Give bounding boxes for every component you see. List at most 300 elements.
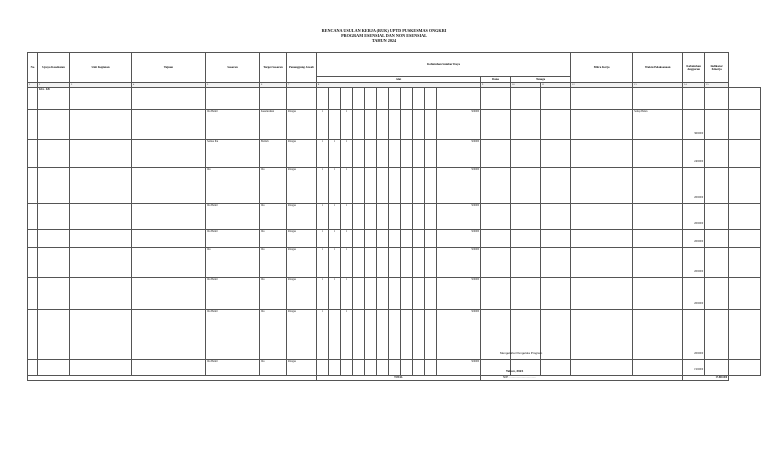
cell-alat — [353, 88, 365, 110]
cell-alat: 1 — [341, 310, 353, 360]
cell-dana — [437, 88, 481, 110]
cell-tenaga-a — [481, 204, 511, 230]
doc-title-line1: RENCANA USULAN KERJA (RUK) UPTD PUSKESMAS ONGKRI — [321, 28, 447, 33]
cell-sumber — [729, 278, 761, 310]
cell-sumber — [729, 360, 761, 376]
index-cell: 2 — [38, 83, 70, 88]
cell-alat: 1 — [329, 140, 341, 168]
cell-waktu — [633, 360, 683, 376]
cell-anggaran — [683, 140, 705, 168]
cell-alat — [377, 88, 389, 110]
doc-title-line2: PROGRAM ESENSIAL DAN NON ESENSIAL — [341, 33, 427, 38]
col-target: Target Sasaran — [260, 53, 287, 83]
cell-alat — [389, 168, 401, 204]
cell-mitra-empty — [541, 110, 571, 140]
cell-tenaga-b — [511, 168, 541, 204]
cell-alat — [377, 230, 389, 248]
ruk-table — [27, 52, 761, 381]
cell-mitra-empty — [541, 140, 571, 168]
cell-no — [28, 230, 38, 248]
cell-upaya — [38, 110, 70, 140]
anggaran-value: 1500000 — [694, 368, 704, 371]
cell-alat — [413, 248, 425, 278]
cell-alat — [365, 278, 377, 310]
anggaran-value: 2000000 — [694, 196, 704, 199]
cell-alat — [365, 168, 377, 204]
cell-alat: 1 — [317, 140, 329, 168]
cell-alat — [425, 88, 437, 110]
cell-alat: 1 — [329, 248, 341, 278]
cell-alat — [341, 360, 353, 376]
cell-alat — [425, 230, 437, 248]
cell-tenaga-a — [481, 110, 511, 140]
cell-target: Ibu — [260, 168, 287, 204]
cell-alat: 1 — [317, 110, 329, 140]
cell-tenaga-a — [481, 278, 511, 310]
cell-upaya — [38, 168, 70, 204]
cell-alat — [329, 110, 341, 140]
cell-alat — [365, 360, 377, 376]
cell-tenaga-a — [481, 168, 511, 204]
cell-unit — [70, 140, 132, 168]
cell-alat — [401, 360, 413, 376]
cell-alat — [413, 310, 425, 360]
cell-no — [28, 204, 38, 230]
cell-alat — [353, 110, 365, 140]
table-row — [28, 310, 761, 360]
cell-alat — [353, 310, 365, 360]
anggaran-value: 2000000 — [694, 302, 704, 305]
cell-anggaran — [683, 204, 705, 230]
cell-alat — [329, 310, 341, 360]
cell-alat: 1 — [341, 278, 353, 310]
cell-anggaran — [683, 248, 705, 278]
table-row — [28, 230, 761, 248]
cell-unit — [70, 204, 132, 230]
cell-no — [28, 248, 38, 278]
cell-alat — [365, 88, 377, 110]
cell-alat — [401, 278, 413, 310]
cell-alat — [353, 230, 365, 248]
cell-mitra-empty — [541, 204, 571, 230]
cell-sumber — [729, 310, 761, 360]
cell-alat — [389, 248, 401, 278]
col-indikator: Indikator Kinerja — [705, 53, 729, 83]
cell-mitra — [571, 310, 633, 360]
index-cell: 9 — [481, 83, 511, 88]
cell-tujuan — [132, 310, 206, 360]
cell-tenaga-b — [511, 140, 541, 168]
cell-alat — [377, 278, 389, 310]
ruk-table-wrapper — [27, 52, 761, 381]
cell-sumber — [729, 168, 761, 204]
cell-tenaga-a — [481, 140, 511, 168]
table-row — [28, 248, 761, 278]
anggaran-value: 2000000 — [694, 270, 704, 273]
cell-dana: 500000 — [437, 110, 481, 140]
cell-dana: 500000 — [437, 360, 481, 376]
total-row — [28, 376, 761, 381]
table-row — [28, 204, 761, 230]
cell-alat: 1 — [341, 140, 353, 168]
cell-dana: 500000 — [437, 278, 481, 310]
cell-target: Berbah — [260, 140, 287, 168]
cell-mitra-empty — [541, 168, 571, 204]
cell-alat — [329, 88, 341, 110]
cell-tujuan — [132, 110, 206, 140]
col-no: No — [28, 53, 38, 83]
cell-alat — [413, 88, 425, 110]
cell-sasaran: Ibu Hamil — [206, 110, 260, 140]
col-pj: Penanggung Jawab — [287, 53, 317, 83]
cell-tenaga-a — [481, 230, 511, 248]
cell-waktu — [633, 140, 683, 168]
cell-tenaga-a — [481, 88, 511, 110]
cell-tujuan — [132, 140, 206, 168]
cell-tenaga-b — [511, 110, 541, 140]
cell-anggaran — [683, 310, 705, 360]
cell-mitra — [571, 204, 633, 230]
cell-alat: 1 — [317, 310, 329, 360]
cell-no — [28, 88, 38, 110]
cell-tujuan — [132, 230, 206, 248]
index-cell: 6 — [260, 83, 287, 88]
cell-alat — [389, 230, 401, 248]
cell-alat — [353, 204, 365, 230]
cell-upaya — [38, 230, 70, 248]
col-sasaran: Sasaran — [206, 53, 260, 83]
index-cell: 14 — [683, 83, 705, 88]
cell-pj: Petugas — [287, 310, 317, 360]
cell-mitra-empty — [541, 360, 571, 376]
cell-pj: Petugas — [287, 248, 317, 278]
index-cell: 13 — [633, 83, 683, 88]
col-dana: Dana — [481, 77, 511, 83]
table-row — [28, 110, 761, 140]
cell-alat — [389, 140, 401, 168]
cell-pj — [287, 88, 317, 110]
index-cell: 15 — [705, 83, 729, 88]
cell-pj: Petugas — [287, 230, 317, 248]
cell-indikator — [705, 140, 729, 168]
total-value: 17.800.000 — [683, 376, 729, 381]
cell-alat — [425, 168, 437, 204]
cell-waktu — [633, 204, 683, 230]
cell-alat: 1 — [329, 278, 341, 310]
cell-mitra — [571, 278, 633, 310]
cell-alat: 1 — [317, 204, 329, 230]
cell-alat — [413, 360, 425, 376]
cell-dana: 500000 — [437, 310, 481, 360]
cell-anggaran — [683, 360, 705, 376]
cell-alat — [365, 248, 377, 278]
cell-sumber — [729, 110, 761, 140]
cell-alat — [341, 88, 353, 110]
cell-upaya — [38, 248, 70, 278]
table-row — [28, 360, 761, 376]
cell-alat — [329, 360, 341, 376]
cell-pj: Petugas — [287, 360, 317, 376]
col-anggaran: Kebutuhan Anggaran — [683, 53, 705, 83]
cell-alat — [413, 204, 425, 230]
cell-alat — [365, 140, 377, 168]
cell-anggaran — [683, 110, 705, 140]
index-cell: 8 — [317, 83, 481, 88]
anggaran-value: 2000000 — [694, 222, 704, 225]
cell-alat — [401, 140, 413, 168]
cell-pj: Petugas — [287, 204, 317, 230]
cell-no — [28, 110, 38, 140]
cell-tenaga-b — [511, 248, 541, 278]
cell-unit — [70, 278, 132, 310]
table-body — [28, 88, 761, 376]
cell-alat — [425, 310, 437, 360]
cell-waktu — [633, 248, 683, 278]
cell-mitra-empty — [541, 88, 571, 110]
cell-indikator — [705, 360, 729, 376]
cell-alat — [377, 204, 389, 230]
cell-unit — [70, 88, 132, 110]
cell-alat — [365, 110, 377, 140]
index-cell: 1 — [28, 83, 38, 88]
cell-no — [28, 168, 38, 204]
cell-tenaga-b — [511, 278, 541, 310]
anggaran-value: 3600000 — [694, 132, 704, 135]
cell-alat — [377, 110, 389, 140]
cell-indikator — [705, 310, 729, 360]
cell-tujuan — [132, 168, 206, 204]
index-cell: 7 — [287, 83, 317, 88]
cell-unit — [70, 248, 132, 278]
cell-alat: 1 — [341, 204, 353, 230]
cell-indikator — [705, 230, 729, 248]
cell-alat: 1 — [329, 204, 341, 230]
cell-target: Keseluruhan — [260, 110, 287, 140]
cell-mitra — [571, 230, 633, 248]
cell-dana: 500000 — [437, 204, 481, 230]
cell-pj: Petugas — [287, 110, 317, 140]
cell-alat — [389, 88, 401, 110]
cell-alat — [353, 278, 365, 310]
cell-tenaga-b — [511, 230, 541, 248]
cell-tujuan — [132, 204, 206, 230]
cell-target — [260, 88, 287, 110]
total-label: TOTAL — [317, 376, 481, 381]
cell-mitra-empty — [541, 230, 571, 248]
table-row — [28, 168, 761, 204]
cell-mitra — [571, 360, 633, 376]
cell-alat — [353, 168, 365, 204]
cell-dana: 500000 — [437, 168, 481, 204]
cell-alat — [425, 140, 437, 168]
cell-alat — [377, 140, 389, 168]
cell-alat — [353, 360, 365, 376]
cell-alat — [425, 278, 437, 310]
cell-waktu: Setiap Bulan — [633, 110, 683, 140]
cell-upaya — [38, 310, 70, 360]
index-cell: 3 — [70, 83, 132, 88]
cell-dana: 500000 — [437, 140, 481, 168]
cell-target: Ibu — [260, 360, 287, 376]
cell-alat — [425, 110, 437, 140]
cell-waktu — [633, 310, 683, 360]
total-spacer — [28, 376, 317, 381]
cell-tenaga-a — [481, 248, 511, 278]
cell-target: Ibu — [260, 310, 287, 360]
cell-alat — [401, 204, 413, 230]
cell-alat — [413, 230, 425, 248]
cell-dana: 500000 — [437, 230, 481, 248]
cell-alat: 1 — [341, 230, 353, 248]
cell-mitra-empty — [541, 248, 571, 278]
cell-sasaran: Ibu — [206, 168, 260, 204]
cell-sasaran: Ibu — [206, 248, 260, 278]
cell-alat — [389, 110, 401, 140]
cell-tujuan — [132, 248, 206, 278]
cell-mitra — [571, 248, 633, 278]
footer-date: Tahun, 2024 — [506, 369, 524, 373]
cell-alat — [401, 110, 413, 140]
col-kebutuhan: Kebutuhan Sumber Daya — [317, 53, 571, 77]
cell-alat — [413, 140, 425, 168]
cell-unit — [70, 110, 132, 140]
cell-alat — [401, 88, 413, 110]
cell-target: Ibu — [260, 204, 287, 230]
cell-upaya — [38, 360, 70, 376]
index-cell: 4 — [132, 83, 206, 88]
cell-indikator — [705, 110, 729, 140]
cell-sumber — [729, 88, 761, 110]
cell-alat — [425, 204, 437, 230]
cell-alat — [401, 230, 413, 248]
cell-alat — [389, 278, 401, 310]
cell-alat — [425, 248, 437, 278]
footer-name: NIP. ................................ — [503, 375, 536, 379]
col-unit: Unit Kegiatan — [70, 53, 132, 83]
cell-mitra-empty — [541, 310, 571, 360]
cell-pj: Petugas — [287, 140, 317, 168]
cell-alat: 1 — [329, 230, 341, 248]
cell-target: Ibu — [260, 248, 287, 278]
cell-upaya — [38, 278, 70, 310]
cell-upaya: KIA - KB — [38, 88, 70, 110]
index-cell: 5 — [206, 83, 260, 88]
cell-alat — [413, 168, 425, 204]
cell-alat — [389, 204, 401, 230]
cell-alat — [365, 204, 377, 230]
col-mitra: Mitra Kerja — [571, 53, 633, 83]
cell-alat — [389, 360, 401, 376]
cell-alat — [401, 168, 413, 204]
cell-sasaran: Semua Ibu — [206, 140, 260, 168]
cell-no — [28, 140, 38, 168]
cell-mitra — [571, 110, 633, 140]
cell-alat — [317, 88, 329, 110]
anggaran-value: 2400000 — [694, 160, 704, 163]
cell-sasaran: Ibu Hamil — [206, 278, 260, 310]
cell-alat — [401, 248, 413, 278]
col-tujuan: Tujuan — [132, 53, 206, 83]
cell-sumber — [729, 204, 761, 230]
cell-sumber — [729, 230, 761, 248]
cell-alat — [365, 310, 377, 360]
index-cell: 11 — [541, 83, 571, 88]
cell-waktu — [633, 230, 683, 248]
cell-sasaran: Ibu Hamil — [206, 230, 260, 248]
cell-mitra — [571, 168, 633, 204]
cell-waktu — [633, 168, 683, 204]
cell-anggaran — [683, 230, 705, 248]
cell-target: Ibu — [260, 230, 287, 248]
index-cell: 12 — [571, 83, 633, 88]
cell-alat: 1 — [341, 248, 353, 278]
cell-indikator — [705, 168, 729, 204]
cell-mitra — [571, 88, 633, 110]
table-row — [28, 278, 761, 310]
footer-place: Mengetahui Pengelola Program — [500, 351, 543, 355]
cell-alat — [377, 248, 389, 278]
cell-alat — [353, 140, 365, 168]
cell-alat: 1 — [317, 230, 329, 248]
cell-indikator — [705, 88, 729, 110]
cell-alat — [353, 248, 365, 278]
cell-pj: Petugas — [287, 168, 317, 204]
anggaran-value: 2000000 — [694, 240, 704, 243]
cell-tenaga-b — [511, 204, 541, 230]
cell-tujuan — [132, 88, 206, 110]
cell-alat — [425, 360, 437, 376]
cell-alat: 1 — [317, 278, 329, 310]
anggaran-value: 2000000 — [694, 352, 704, 355]
table-row — [28, 140, 761, 168]
cell-alat — [413, 278, 425, 310]
cell-alat: 1 — [317, 168, 329, 204]
index-cell: 10 — [511, 83, 541, 88]
cell-alat: 1 — [341, 168, 353, 204]
cell-alat — [317, 360, 329, 376]
cell-tujuan — [132, 278, 206, 310]
cell-unit — [70, 360, 132, 376]
cell-sasaran — [206, 88, 260, 110]
cell-indikator — [705, 204, 729, 230]
cell-anggaran — [683, 278, 705, 310]
cell-alat — [413, 110, 425, 140]
col-upaya: Upaya Kesehatan — [38, 53, 70, 83]
cell-indikator — [705, 248, 729, 278]
cell-mitra-empty — [541, 278, 571, 310]
col-tenaga: Tenaga — [511, 77, 571, 83]
cell-no — [28, 278, 38, 310]
cell-dana: 500000 — [437, 248, 481, 278]
doc-title-line3: TAHUN 2024 — [371, 38, 397, 43]
cell-no — [28, 360, 38, 376]
table-row — [28, 88, 761, 110]
cell-target: Ibu — [260, 278, 287, 310]
cell-sasaran: Ibu Hamil — [206, 310, 260, 360]
cell-tujuan — [132, 360, 206, 376]
cell-alat — [389, 310, 401, 360]
cell-alat: 1 — [329, 168, 341, 204]
cell-sumber — [729, 140, 761, 168]
cell-alat: 1 — [341, 110, 353, 140]
cell-unit — [70, 168, 132, 204]
cell-sasaran: Ibu Hamil — [206, 204, 260, 230]
cell-sasaran: Ibu Hamil — [206, 360, 260, 376]
cell-waktu — [633, 278, 683, 310]
cell-alat — [377, 310, 389, 360]
cell-mitra — [571, 140, 633, 168]
cell-upaya — [38, 140, 70, 168]
